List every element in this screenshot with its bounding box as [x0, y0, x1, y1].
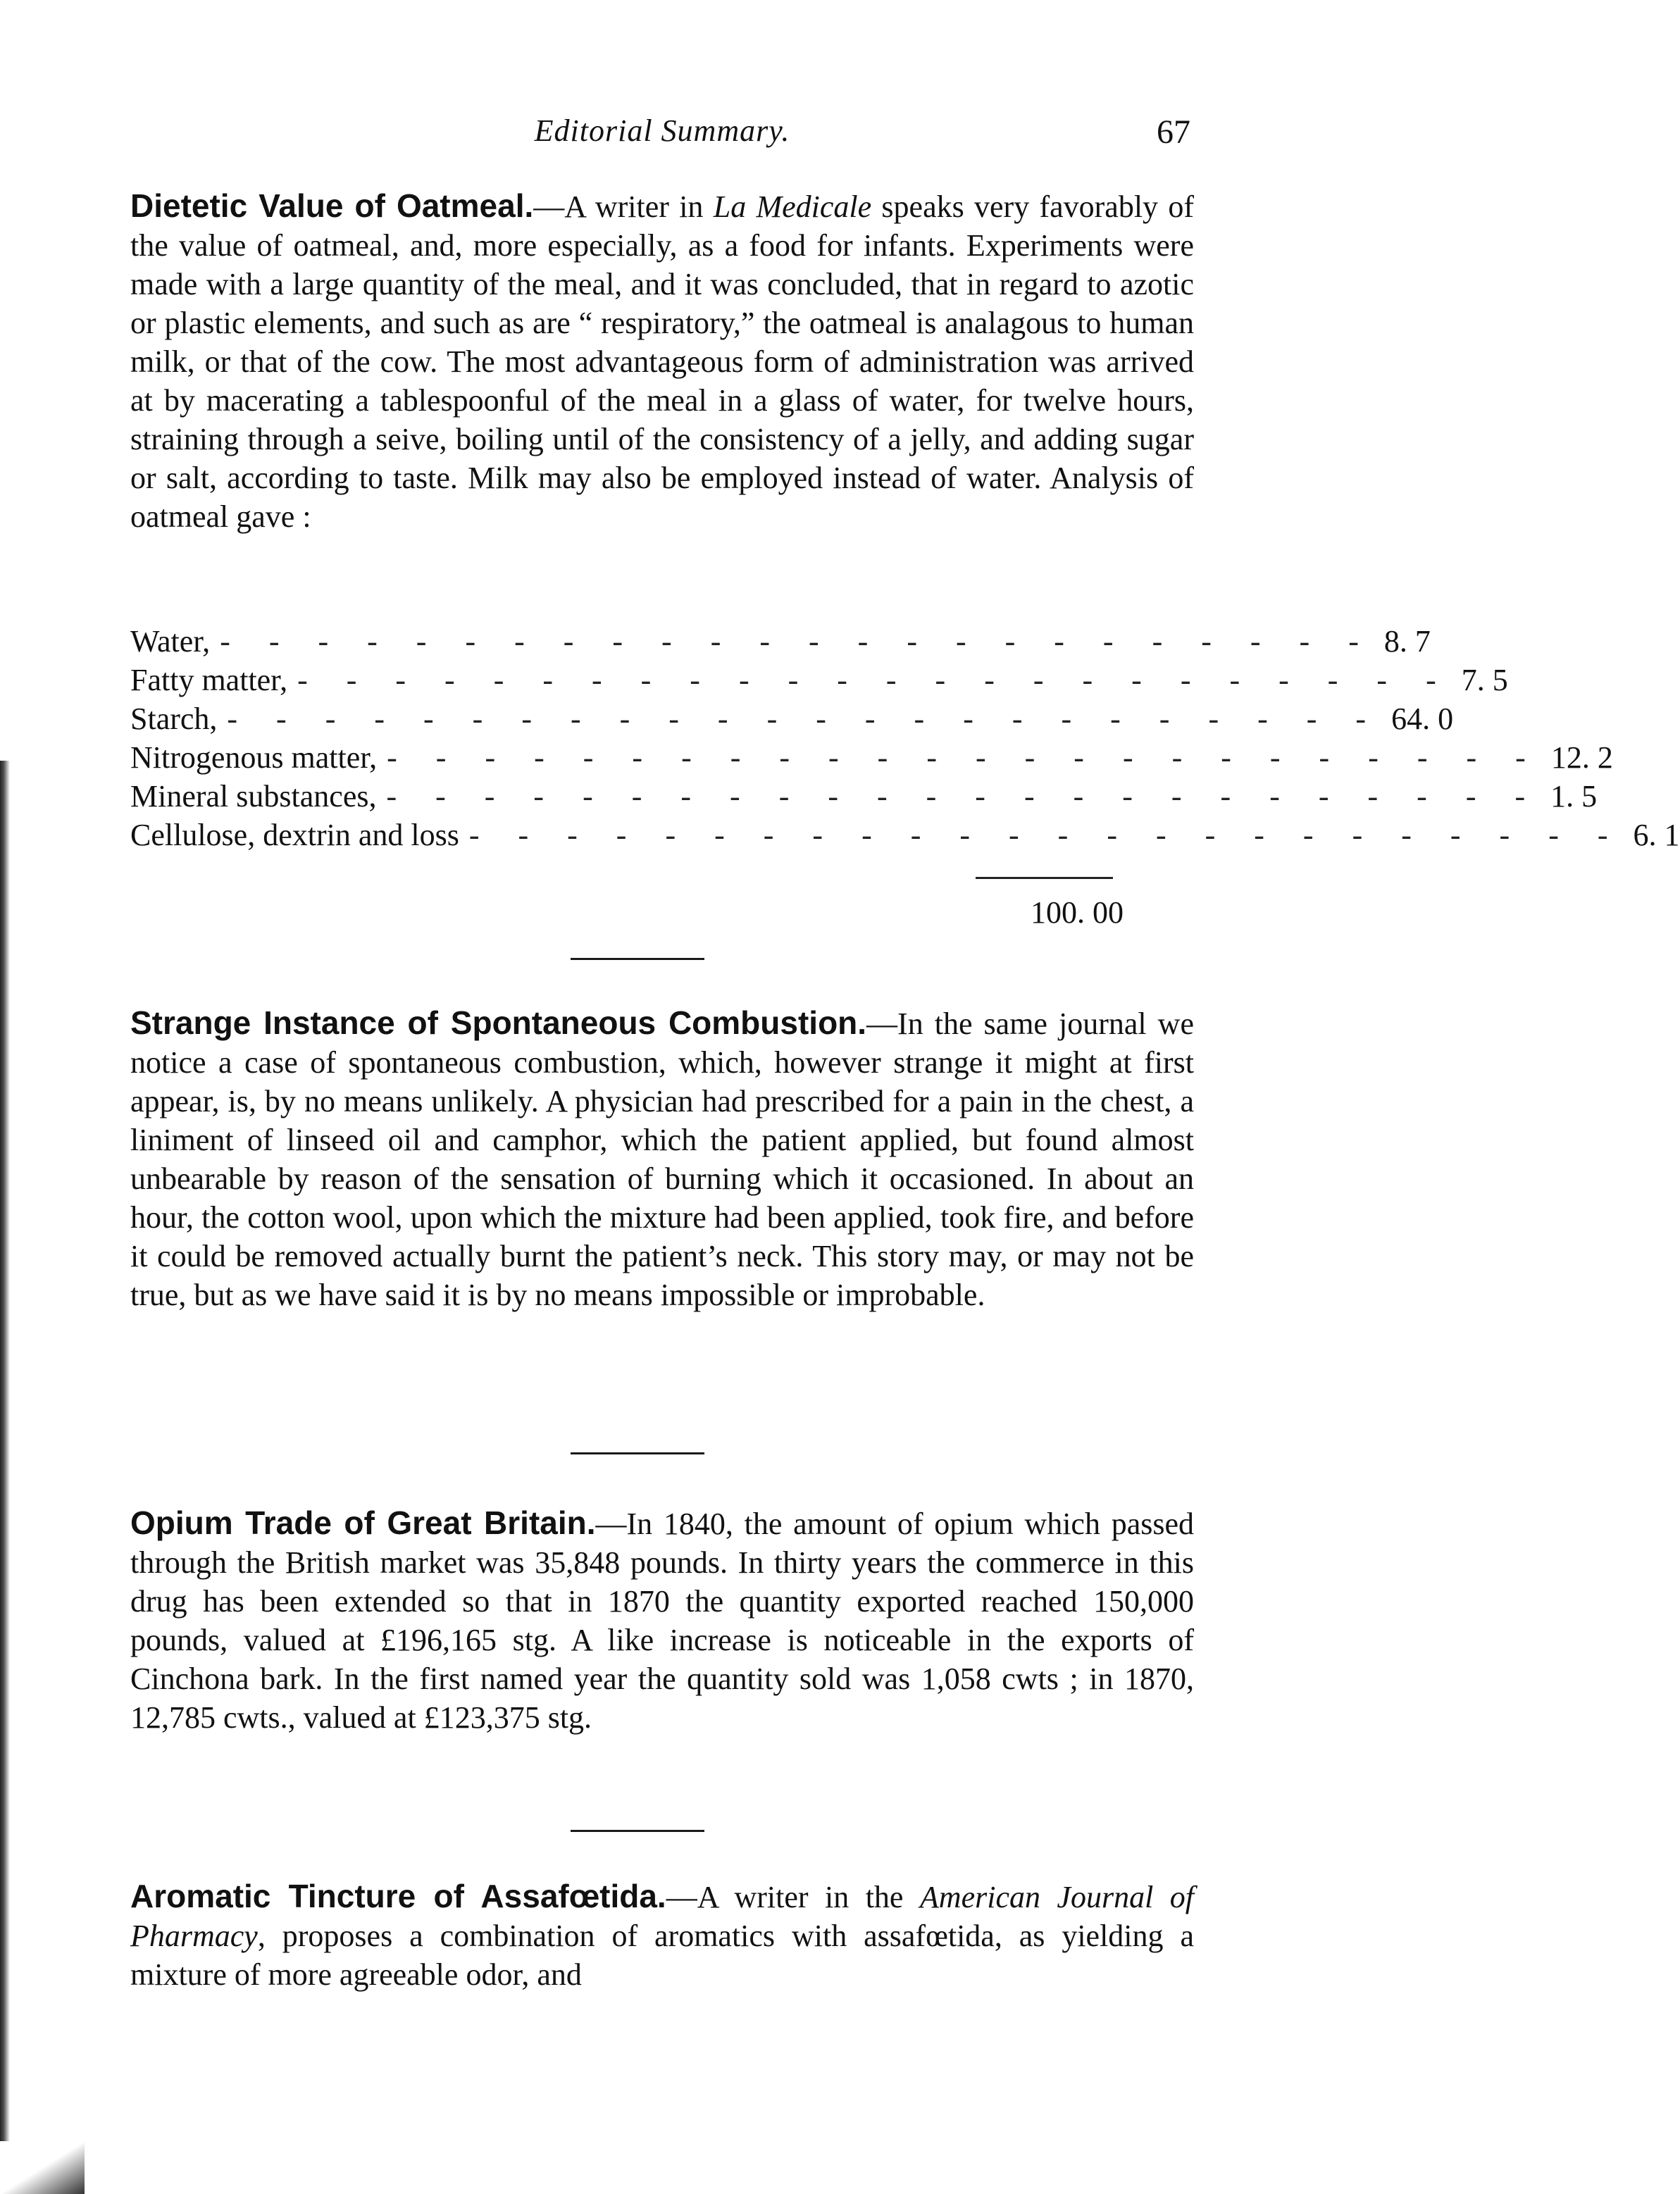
sum-rule — [976, 877, 1113, 879]
article-heading: Aromatic Tincture of Assafœtida. — [130, 1878, 666, 1914]
page-header — [134, 113, 1190, 162]
leader-dots: - - - - - - - - - - - - - - - - - - - - - - - - — [387, 740, 1541, 775]
section-divider — [571, 958, 704, 960]
article-heading: Opium Trade of Great Britain. — [130, 1504, 596, 1541]
article-text: —In 1840, the amount of opium which passed through the British market was 35,848 pounds. In thirty years the commerce in this drug has been extended so that in 1870 the quantity exported reached 150,000 pounds, valued at £196,165 stg. A like increase is noticeable in the exports of Cinchona bark. In the first named year the quantity sold was 1,058 cwts ; in 1870, 12,785 cwts., valued at £123,375 stg. — [130, 1507, 1194, 1735]
article-paragraph — [130, 1504, 1194, 1737]
running-title: Editorial Summary. — [534, 113, 790, 148]
article-assafoetida — [130, 1877, 1194, 1994]
row-value: 8. 7 — [1383, 624, 1431, 659]
article-paragraph — [130, 1004, 1194, 1314]
table-row — [130, 778, 1598, 817]
row-label: Water, — [130, 624, 211, 659]
row-label: Nitrogenous matter, — [130, 740, 378, 775]
page-number: 67 — [1157, 113, 1190, 151]
row-label: Starch, — [130, 702, 218, 736]
journal-title: La Medicale — [713, 189, 872, 224]
table-row — [130, 701, 1454, 740]
table-row — [130, 817, 1680, 856]
leader-dots: - - - - - - - - - - - - - - - - - - - - - - - - — [386, 779, 1541, 814]
article-text: —A writer in — [533, 189, 714, 224]
row-value: 6. 1 — [1633, 818, 1680, 852]
article-heading: Dietetic Value of Oatmeal. — [130, 187, 534, 224]
binding-shadow — [0, 761, 10, 2194]
section-divider — [571, 1830, 704, 1832]
article-opium-trade — [130, 1504, 1194, 1737]
row-label: Fatty matter, — [130, 663, 288, 697]
table-row — [130, 662, 1508, 701]
table-row — [130, 623, 1431, 662]
leader-dots: - - - - - - - - - - - - - - - - - - - - - - - - — [227, 702, 1382, 736]
journal-title: American Journal of Pharmacy — [130, 1880, 1194, 1953]
leader-dots: - - - - - - - - - - - - - - - - - - - - - - - - — [468, 818, 1624, 852]
oatmeal-analysis-table — [130, 623, 1680, 856]
analysis-total: 100. 00 — [1031, 895, 1124, 930]
article-text: —In the same journal we notice a case of spontaneous combustion, which, however strange it might at first appear, is, by no means unlikely. A physician had prescribed for a pain in the chest, a liniment of linseed oil and camphor, which the patient applied, but found almost unbearable by reason of the sensation of burning which it occasioned. In about an hour, the cotton wool, upon which the mixture had been applied, took fire, and before it could be removed actually burnt the patient’s neck. This story may, or may not be true, but as we have said it is by no means impossible or improbable. — [130, 1006, 1194, 1312]
section-divider — [571, 1452, 704, 1454]
article-paragraph — [130, 187, 1194, 536]
article-text: , proposes a combination of aromatics with assafœtida, as yielding a mixture of more agreeable odor, and — [130, 1919, 1194, 1992]
table-row — [130, 740, 1613, 778]
row-value: 64. 0 — [1391, 702, 1454, 736]
article-text: speaks very favorably of the value of oatmeal, and, more especially, as a food for infants. Experiments were made with a large quantity of the meal, and it was concluded, that in regard to azotic or plastic elements, and such as are “ respiratory,” the oatmeal is analagous to human milk, or that of the cow. The most advantageous form of administration was arrived at by macerating a tablespoonful of the meal in a glass of water, for twelve hours, straining through a seive, boiling until of the consistency of a jelly, and adding sugar or salt, according to taste. Milk may also be employed instead of water. Analysis of oatmeal gave : — [130, 189, 1194, 534]
article-paragraph — [130, 1877, 1194, 1994]
article-combustion — [130, 1004, 1194, 1314]
article-text: —A writer in the — [666, 1880, 920, 1914]
page-corner-shadow — [0, 2141, 85, 2194]
row-label: Cellulose, dextrin and loss — [130, 818, 459, 852]
article-heading: Strange Instance of Spontaneous Combustion. — [130, 1004, 867, 1041]
row-value: 1. 5 — [1550, 779, 1598, 814]
leader-dots: - - - - - - - - - - - - - - - - - - - - - - - - — [297, 663, 1452, 697]
leader-dots: - - - - - - - - - - - - - - - - - - - - - - - - — [220, 624, 1374, 659]
article-oatmeal — [130, 187, 1194, 536]
row-value: 12. 2 — [1550, 740, 1613, 775]
row-label: Mineral substances, — [130, 779, 377, 814]
row-value: 7. 5 — [1461, 663, 1508, 697]
